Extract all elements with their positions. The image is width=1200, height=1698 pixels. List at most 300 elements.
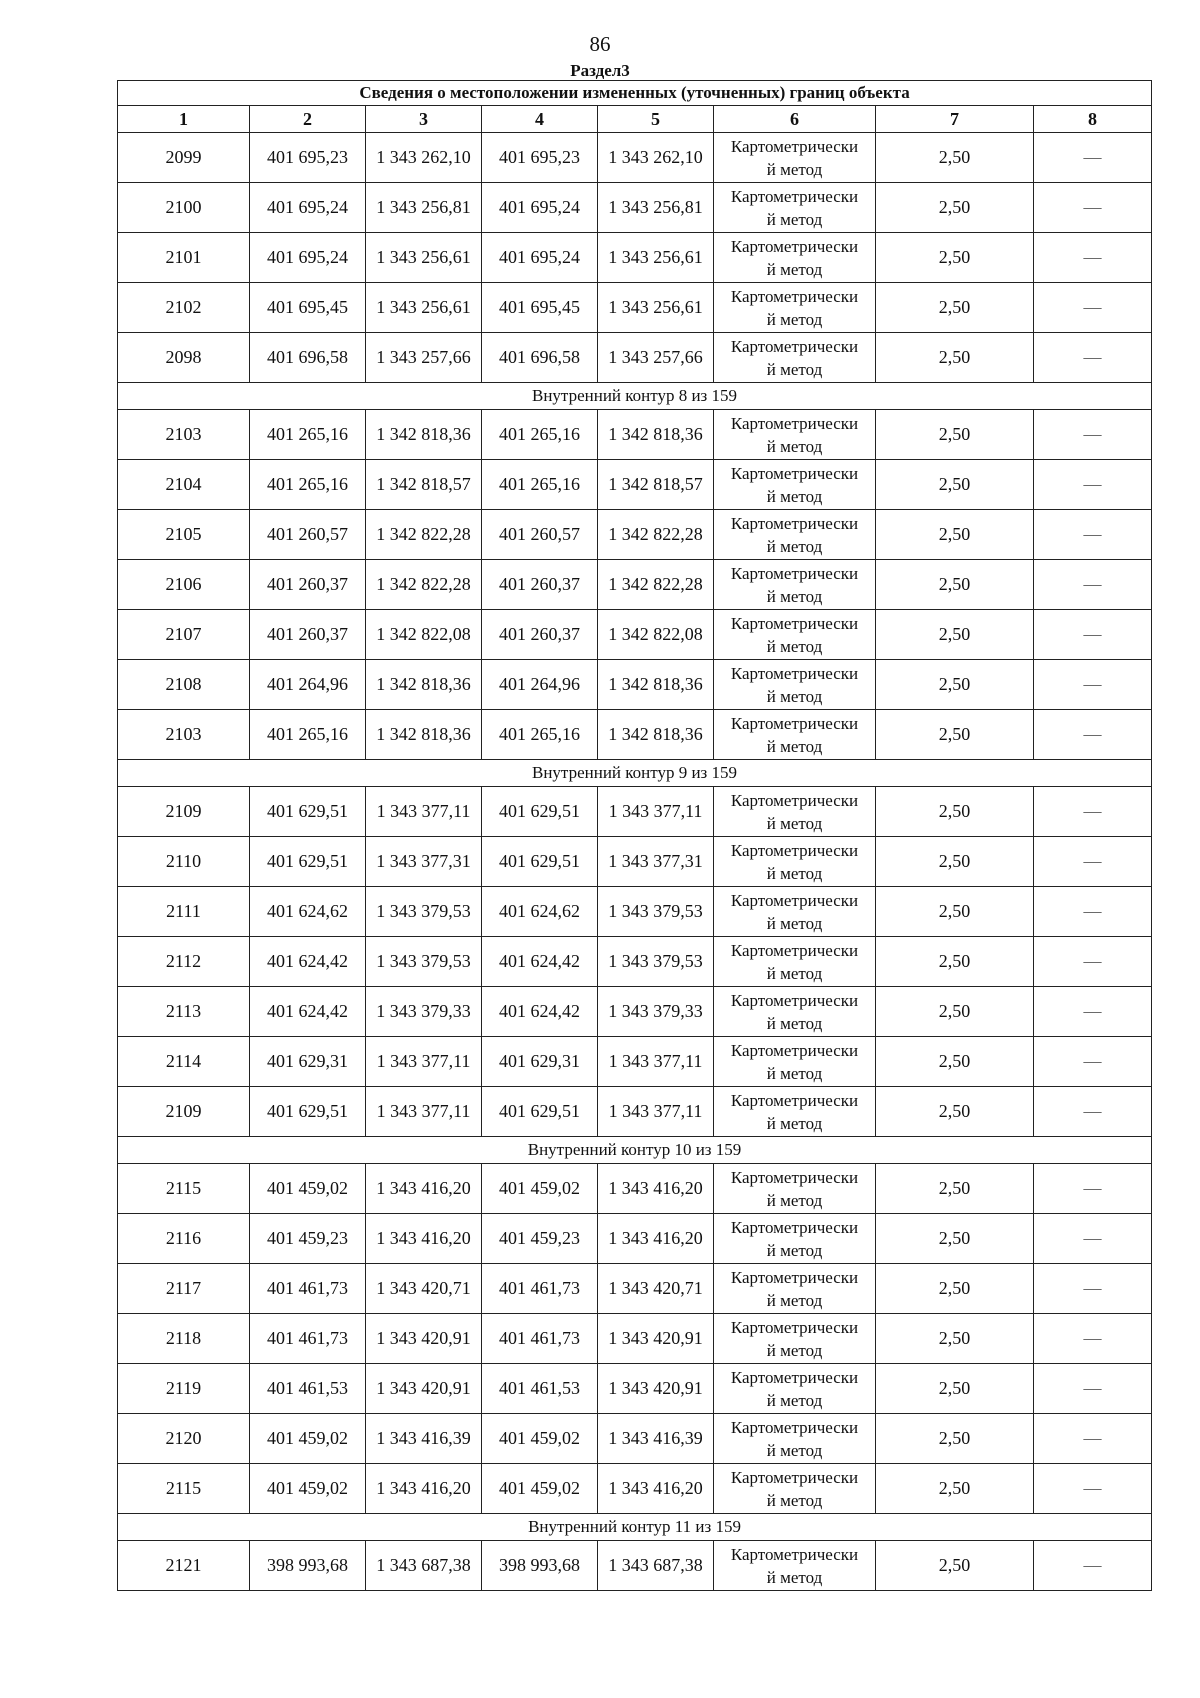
coordinate-x-existing: 401 260,57 <box>250 510 366 560</box>
empty-dash: — <box>1034 1464 1152 1514</box>
method-cell <box>714 560 876 610</box>
page-number: 86 <box>589 32 611 56</box>
coordinate-x-existing: 401 695,23 <box>250 133 366 183</box>
coordinate-x-existing: 401 264,96 <box>250 660 366 710</box>
accuracy-value: 2,50 <box>876 1264 1034 1314</box>
method-text-line-1: Картометрически <box>730 613 859 633</box>
table-row <box>118 460 1152 510</box>
coordinate-y-existing: 1 343 416,20 <box>366 1164 482 1214</box>
column-number-6: 6 <box>714 106 876 133</box>
method-text-line-1: Картометрически <box>730 1544 859 1564</box>
accuracy-value: 2,50 <box>876 660 1034 710</box>
coordinate-y-existing: 1 343 377,11 <box>366 1087 482 1137</box>
method-text-line-2: й метод <box>766 913 823 933</box>
coordinate-y-existing: 1 343 262,10 <box>366 133 482 183</box>
point-number: 2119 <box>118 1364 250 1414</box>
coordinate-x-existing: 401 260,37 <box>250 610 366 660</box>
coordinate-x-refined: 401 695,23 <box>482 133 598 183</box>
coordinate-y-existing: 1 342 818,36 <box>366 660 482 710</box>
accuracy-value: 2,50 <box>876 787 1034 837</box>
coordinate-y-existing: 1 343 416,20 <box>366 1464 482 1514</box>
point-number: 2120 <box>118 1414 250 1464</box>
column-number-7: 7 <box>876 106 1034 133</box>
column-number-row <box>118 106 1152 133</box>
method-cell <box>714 1087 876 1137</box>
accuracy-value: 2,50 <box>876 1214 1034 1264</box>
contour-header-row <box>118 383 1152 410</box>
coordinate-y-existing: 1 342 822,28 <box>366 510 482 560</box>
accuracy-value: 2,50 <box>876 1037 1034 1087</box>
method-text-line-2: й метод <box>766 1490 823 1510</box>
coordinate-x-refined: 401 624,62 <box>482 887 598 937</box>
coordinate-y-refined: 1 342 822,28 <box>598 560 714 610</box>
coordinate-x-refined: 401 696,58 <box>482 333 598 383</box>
method-text-line-1: Картометрически <box>730 663 859 683</box>
method-text-line-1: Картометрически <box>730 1417 859 1437</box>
coordinate-y-refined: 1 343 379,53 <box>598 937 714 987</box>
empty-dash: — <box>1034 1414 1152 1464</box>
method-text-line-1: Картометрически <box>730 1367 859 1387</box>
table-row <box>118 887 1152 937</box>
point-number: 2100 <box>118 183 250 233</box>
coordinate-y-refined: 1 343 687,38 <box>598 1541 714 1591</box>
column-number-8: 8 <box>1034 106 1152 133</box>
coordinate-y-refined: 1 343 377,11 <box>598 787 714 837</box>
accuracy-value: 2,50 <box>876 510 1034 560</box>
coordinate-x-existing: 401 265,16 <box>250 710 366 760</box>
method-cell <box>714 887 876 937</box>
coordinate-x-refined: 401 265,16 <box>482 460 598 510</box>
coordinate-x-refined: 401 695,24 <box>482 233 598 283</box>
empty-dash: — <box>1034 1164 1152 1214</box>
method-text-line-2: й метод <box>766 736 823 756</box>
coordinate-x-existing: 401 461,53 <box>250 1364 366 1414</box>
table-row <box>118 410 1152 460</box>
coordinate-x-refined: 401 459,23 <box>482 1214 598 1264</box>
method-cell <box>714 1541 876 1591</box>
method-text-line-1: Картометрически <box>730 563 859 583</box>
coordinate-y-refined: 1 343 256,61 <box>598 283 714 333</box>
coordinate-y-existing: 1 343 420,91 <box>366 1364 482 1414</box>
point-number: 2116 <box>118 1214 250 1264</box>
empty-dash: — <box>1034 660 1152 710</box>
coordinate-x-refined: 401 260,37 <box>482 610 598 660</box>
coordinate-y-existing: 1 342 818,36 <box>366 410 482 460</box>
method-text-line-1: Картометрически <box>730 1040 859 1060</box>
coordinate-x-refined: 401 461,53 <box>482 1364 598 1414</box>
method-text-line-1: Картометрически <box>730 890 859 910</box>
table-row <box>118 1264 1152 1314</box>
coordinate-x-refined: 401 624,42 <box>482 987 598 1037</box>
method-text-line-2: й метод <box>766 1113 823 1133</box>
empty-dash: — <box>1034 410 1152 460</box>
point-number: 2098 <box>118 333 250 383</box>
coordinate-y-existing: 1 343 416,20 <box>366 1214 482 1264</box>
method-text-line-1: Картометрически <box>730 1167 859 1187</box>
method-cell <box>714 710 876 760</box>
coordinate-y-existing: 1 343 257,66 <box>366 333 482 383</box>
method-cell <box>714 410 876 460</box>
method-text-line-2: й метод <box>766 636 823 656</box>
accuracy-value: 2,50 <box>876 460 1034 510</box>
empty-dash: — <box>1034 1214 1152 1264</box>
coordinate-y-refined: 1 343 379,33 <box>598 987 714 1037</box>
point-number: 2109 <box>118 787 250 837</box>
coordinate-x-existing: 401 265,16 <box>250 460 366 510</box>
coordinate-x-refined: 401 260,37 <box>482 560 598 610</box>
accuracy-value: 2,50 <box>876 1164 1034 1214</box>
coordinate-y-refined: 1 343 416,20 <box>598 1164 714 1214</box>
coordinate-y-refined: 1 343 256,61 <box>598 233 714 283</box>
method-text-line-2: й метод <box>766 259 823 279</box>
method-text-line-1: Картометрически <box>730 136 859 156</box>
table-row <box>118 987 1152 1037</box>
table-row <box>118 510 1152 560</box>
table-row <box>118 1037 1152 1087</box>
coordinate-x-refined: 401 461,73 <box>482 1314 598 1364</box>
coordinate-y-refined: 1 342 818,36 <box>598 710 714 760</box>
coordinate-y-refined: 1 343 262,10 <box>598 133 714 183</box>
table-row <box>118 937 1152 987</box>
empty-dash: — <box>1034 560 1152 610</box>
accuracy-value: 2,50 <box>876 1087 1034 1137</box>
table-body <box>118 133 1152 1591</box>
coordinate-x-refined: 401 264,96 <box>482 660 598 710</box>
method-cell <box>714 987 876 1037</box>
method-cell <box>714 1164 876 1214</box>
coordinate-x-refined: 398 993,68 <box>482 1541 598 1591</box>
coordinate-y-existing: 1 343 377,31 <box>366 837 482 887</box>
coordinate-x-existing: 401 260,37 <box>250 560 366 610</box>
method-cell <box>714 937 876 987</box>
coordinate-x-existing: 401 695,24 <box>250 183 366 233</box>
method-text-line-2: й метод <box>766 359 823 379</box>
column-number-3: 3 <box>366 106 482 133</box>
table-row <box>118 1087 1152 1137</box>
method-text-line-1: Картометрически <box>730 790 859 810</box>
column-number-5: 5 <box>598 106 714 133</box>
accuracy-value: 2,50 <box>876 183 1034 233</box>
method-text-line-1: Картометрически <box>730 413 859 433</box>
coordinates-table <box>117 80 1152 1591</box>
coordinate-x-refined: 401 629,51 <box>482 837 598 887</box>
method-cell <box>714 183 876 233</box>
method-cell <box>714 837 876 887</box>
coordinate-y-refined: 1 342 818,36 <box>598 660 714 710</box>
coordinate-y-refined: 1 343 416,20 <box>598 1464 714 1514</box>
empty-dash: — <box>1034 937 1152 987</box>
coordinate-y-existing: 1 343 420,71 <box>366 1264 482 1314</box>
coordinate-x-existing: 401 265,16 <box>250 410 366 460</box>
method-text-line-2: й метод <box>766 863 823 883</box>
coordinate-y-existing: 1 343 256,81 <box>366 183 482 233</box>
method-cell <box>714 1037 876 1087</box>
coordinate-x-refined: 401 695,45 <box>482 283 598 333</box>
point-number: 2109 <box>118 1087 250 1137</box>
accuracy-value: 2,50 <box>876 1464 1034 1514</box>
method-text-line-2: й метод <box>766 586 823 606</box>
accuracy-value: 2,50 <box>876 1414 1034 1464</box>
coordinate-x-refined: 401 629,51 <box>482 1087 598 1137</box>
point-number: 2121 <box>118 1541 250 1591</box>
point-number: 2102 <box>118 283 250 333</box>
accuracy-value: 2,50 <box>876 987 1034 1037</box>
point-number: 2108 <box>118 660 250 710</box>
coordinate-x-existing: 401 629,51 <box>250 837 366 887</box>
method-cell <box>714 283 876 333</box>
coordinate-y-refined: 1 342 818,57 <box>598 460 714 510</box>
point-number: 2101 <box>118 233 250 283</box>
accuracy-value: 2,50 <box>876 937 1034 987</box>
column-number-2: 2 <box>250 106 366 133</box>
point-number: 2103 <box>118 710 250 760</box>
method-text-line-1: Картометрически <box>730 990 859 1010</box>
accuracy-value: 2,50 <box>876 837 1034 887</box>
method-cell <box>714 460 876 510</box>
empty-dash: — <box>1034 1314 1152 1364</box>
coordinate-x-existing: 401 695,24 <box>250 233 366 283</box>
point-number: 2114 <box>118 1037 250 1087</box>
coordinate-x-refined: 401 629,31 <box>482 1037 598 1087</box>
table-row <box>118 133 1152 183</box>
coordinate-y-existing: 1 342 818,36 <box>366 710 482 760</box>
method-text-line-1: Картометрически <box>730 336 859 356</box>
accuracy-value: 2,50 <box>876 610 1034 660</box>
method-cell <box>714 133 876 183</box>
method-text-line-2: й метод <box>766 1063 823 1083</box>
empty-dash: — <box>1034 1364 1152 1414</box>
method-text-line-1: Картометрически <box>730 186 859 206</box>
point-number: 2111 <box>118 887 250 937</box>
contour-header-row <box>118 1514 1152 1541</box>
point-number: 2113 <box>118 987 250 1037</box>
coordinate-x-existing: 401 459,02 <box>250 1414 366 1464</box>
coordinate-x-existing: 401 624,62 <box>250 887 366 937</box>
coordinate-y-existing: 1 343 256,61 <box>366 233 482 283</box>
empty-dash: — <box>1034 837 1152 887</box>
coordinate-y-existing: 1 343 379,53 <box>366 887 482 937</box>
method-text-line-1: Картометрически <box>730 1317 859 1337</box>
contour-header-row <box>118 1137 1152 1164</box>
contour-label: Внутренний контур 8 из 159 <box>118 383 1152 410</box>
empty-dash: — <box>1034 1541 1152 1591</box>
coordinate-y-existing: 1 342 818,57 <box>366 460 482 510</box>
table-row <box>118 837 1152 887</box>
method-cell <box>714 1314 876 1364</box>
point-number: 2118 <box>118 1314 250 1364</box>
method-text-line-2: й метод <box>766 209 823 229</box>
method-cell <box>714 510 876 560</box>
method-text-line-1: Картометрически <box>730 513 859 533</box>
table-row <box>118 283 1152 333</box>
method-cell <box>714 1464 876 1514</box>
coordinate-x-existing: 401 624,42 <box>250 987 366 1037</box>
empty-dash: — <box>1034 1037 1152 1087</box>
coordinate-x-refined: 401 459,02 <box>482 1464 598 1514</box>
coordinate-x-existing: 401 629,51 <box>250 787 366 837</box>
point-number: 2106 <box>118 560 250 610</box>
accuracy-value: 2,50 <box>876 887 1034 937</box>
coordinate-x-existing: 401 695,45 <box>250 283 366 333</box>
method-text-line-1: Картометрически <box>730 286 859 306</box>
contour-label: Внутренний контур 9 из 159 <box>118 760 1152 787</box>
point-number: 2112 <box>118 937 250 987</box>
coordinate-y-existing: 1 343 379,33 <box>366 987 482 1037</box>
method-text-line-2: й метод <box>766 1390 823 1410</box>
accuracy-value: 2,50 <box>876 1541 1034 1591</box>
table-row <box>118 333 1152 383</box>
method-text-line-1: Картометрически <box>730 940 859 960</box>
table-row <box>118 610 1152 660</box>
column-number-1: 1 <box>118 106 250 133</box>
coordinate-x-existing: 401 629,51 <box>250 1087 366 1137</box>
coordinate-y-existing: 1 343 377,11 <box>366 787 482 837</box>
empty-dash: — <box>1034 1087 1152 1137</box>
method-text-line-1: Картометрически <box>730 1267 859 1287</box>
method-text-line-2: й метод <box>766 1567 823 1587</box>
coordinate-y-existing: 1 343 420,91 <box>366 1314 482 1364</box>
coordinate-y-refined: 1 343 416,39 <box>598 1414 714 1464</box>
empty-dash: — <box>1034 183 1152 233</box>
table-row <box>118 183 1152 233</box>
method-text-line-2: й метод <box>766 159 823 179</box>
table-row <box>118 660 1152 710</box>
point-number: 2105 <box>118 510 250 560</box>
coordinate-x-existing: 401 459,02 <box>250 1164 366 1214</box>
table-row <box>118 787 1152 837</box>
coordinate-x-refined: 401 459,02 <box>482 1164 598 1214</box>
method-text-line-2: й метод <box>766 486 823 506</box>
contour-header-row <box>118 760 1152 787</box>
method-text-line-2: й метод <box>766 813 823 833</box>
method-cell <box>714 1414 876 1464</box>
method-text-line-2: й метод <box>766 1340 823 1360</box>
column-number-4: 4 <box>482 106 598 133</box>
coordinate-y-refined: 1 343 420,91 <box>598 1364 714 1414</box>
accuracy-value: 2,50 <box>876 283 1034 333</box>
accuracy-value: 2,50 <box>876 710 1034 760</box>
empty-dash: — <box>1034 710 1152 760</box>
coordinate-y-existing: 1 343 687,38 <box>366 1541 482 1591</box>
coordinate-y-refined: 1 343 256,81 <box>598 183 714 233</box>
empty-dash: — <box>1034 787 1152 837</box>
contour-label: Внутренний контур 10 из 159 <box>118 1137 1152 1164</box>
coordinate-x-existing: 401 459,23 <box>250 1214 366 1264</box>
coordinate-x-existing: 401 696,58 <box>250 333 366 383</box>
table-row <box>118 1364 1152 1414</box>
empty-dash: — <box>1034 233 1152 283</box>
accuracy-value: 2,50 <box>876 1364 1034 1414</box>
method-cell <box>714 1264 876 1314</box>
method-text-line-1: Картометрически <box>730 1467 859 1487</box>
method-text-line-2: й метод <box>766 1190 823 1210</box>
table-row <box>118 1214 1152 1264</box>
method-cell <box>714 660 876 710</box>
method-text-line-2: й метод <box>766 536 823 556</box>
coordinate-y-existing: 1 343 377,11 <box>366 1037 482 1087</box>
coordinate-y-existing: 1 343 379,53 <box>366 937 482 987</box>
method-text-line-2: й метод <box>766 309 823 329</box>
point-number: 2099 <box>118 133 250 183</box>
accuracy-value: 2,50 <box>876 133 1034 183</box>
coordinate-y-refined: 1 342 822,28 <box>598 510 714 560</box>
coordinate-y-refined: 1 343 420,91 <box>598 1314 714 1364</box>
empty-dash: — <box>1034 1264 1152 1314</box>
coordinate-x-refined: 401 260,57 <box>482 510 598 560</box>
empty-dash: — <box>1034 283 1152 333</box>
method-text-line-2: й метод <box>766 1290 823 1310</box>
method-text-line-2: й метод <box>766 1440 823 1460</box>
empty-dash: — <box>1034 610 1152 660</box>
coordinate-y-refined: 1 343 377,11 <box>598 1087 714 1137</box>
coordinate-y-refined: 1 343 420,71 <box>598 1264 714 1314</box>
method-text-line-1: Картометрически <box>730 1217 859 1237</box>
empty-dash: — <box>1034 510 1152 560</box>
empty-dash: — <box>1034 333 1152 383</box>
method-cell <box>714 1214 876 1264</box>
method-text-line-2: й метод <box>766 1013 823 1033</box>
coordinate-y-refined: 1 342 822,08 <box>598 610 714 660</box>
method-text-line-1: Картометрически <box>730 713 859 733</box>
coordinate-x-refined: 401 695,24 <box>482 183 598 233</box>
method-text-line-2: й метод <box>766 686 823 706</box>
coordinate-x-existing: 401 629,31 <box>250 1037 366 1087</box>
method-text-line-1: Картометрически <box>730 463 859 483</box>
coordinate-x-refined: 401 265,16 <box>482 710 598 760</box>
accuracy-value: 2,50 <box>876 1314 1034 1364</box>
coordinate-x-existing: 401 624,42 <box>250 937 366 987</box>
method-cell <box>714 233 876 283</box>
table-row <box>118 233 1152 283</box>
coordinate-y-refined: 1 342 818,36 <box>598 410 714 460</box>
coordinate-x-existing: 401 461,73 <box>250 1314 366 1364</box>
point-number: 2103 <box>118 410 250 460</box>
method-cell <box>714 333 876 383</box>
point-number: 2115 <box>118 1164 250 1214</box>
coordinate-x-refined: 401 459,02 <box>482 1414 598 1464</box>
point-number: 2104 <box>118 460 250 510</box>
empty-dash: — <box>1034 887 1152 937</box>
coordinate-y-existing: 1 343 256,61 <box>366 283 482 333</box>
method-cell <box>714 787 876 837</box>
coordinate-x-refined: 401 629,51 <box>482 787 598 837</box>
point-number: 2110 <box>118 837 250 887</box>
coordinate-x-refined: 401 461,73 <box>482 1264 598 1314</box>
coordinate-y-refined: 1 343 379,53 <box>598 887 714 937</box>
coordinate-x-existing: 398 993,68 <box>250 1541 366 1591</box>
coordinate-y-refined: 1 343 257,66 <box>598 333 714 383</box>
accuracy-value: 2,50 <box>876 233 1034 283</box>
coordinate-y-refined: 1 343 377,11 <box>598 1037 714 1087</box>
coordinate-x-existing: 401 461,73 <box>250 1264 366 1314</box>
table-caption: Сведения о местоположении измененных (уточненных) границ объекта <box>118 81 1152 106</box>
table-row <box>118 1164 1152 1214</box>
table-row <box>118 1464 1152 1514</box>
method-text-line-1: Картометрически <box>730 1090 859 1110</box>
method-text-line-2: й метод <box>766 963 823 983</box>
contour-label: Внутренний контур 11 из 159 <box>118 1514 1152 1541</box>
coordinate-y-refined: 1 343 416,20 <box>598 1214 714 1264</box>
coordinate-x-refined: 401 265,16 <box>482 410 598 460</box>
section-title: Раздел3 <box>570 61 630 80</box>
table-row <box>118 710 1152 760</box>
point-number: 2107 <box>118 610 250 660</box>
method-cell <box>714 1364 876 1414</box>
empty-dash: — <box>1034 987 1152 1037</box>
coordinate-x-refined: 401 624,42 <box>482 937 598 987</box>
coordinate-y-existing: 1 342 822,08 <box>366 610 482 660</box>
accuracy-value: 2,50 <box>876 560 1034 610</box>
